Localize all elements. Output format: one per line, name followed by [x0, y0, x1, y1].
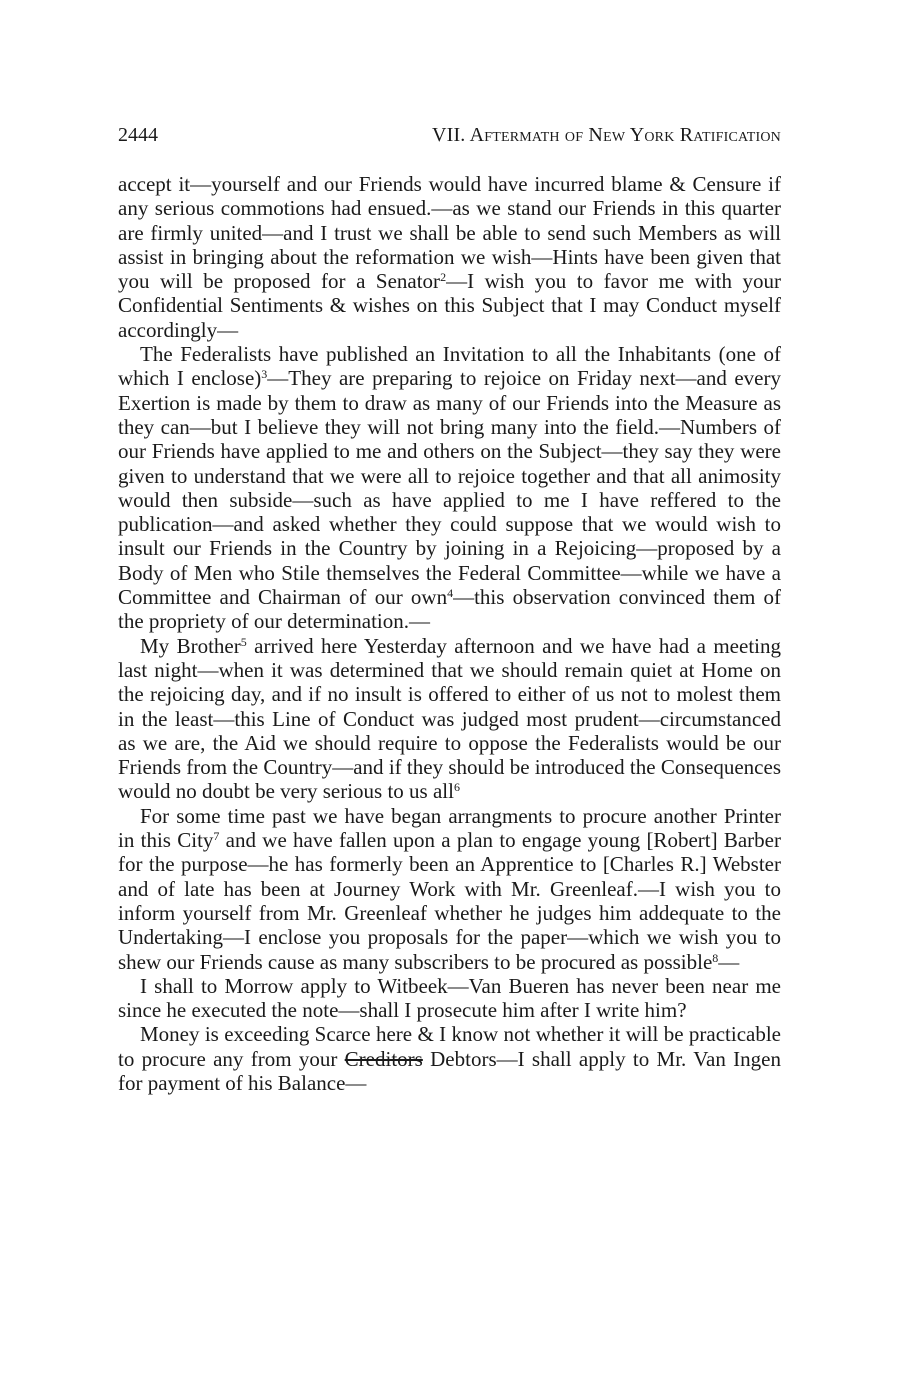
text-run: For some time past we have began arrangments to procure another Printer in this City: [118, 803, 781, 853]
page-header: [118, 122, 781, 148]
running-title: VII. Aftermath of New York Ratification: [431, 124, 781, 146]
paragraph: [118, 634, 781, 804]
text-run: I shall to Morrow apply to Witbeek—Van Bueren has never been near me since he executed the note—shall I prosecute him after I write him?: [118, 973, 781, 1023]
text-run: —this observation convinced them of the propriety of our determination.—: [118, 585, 781, 634]
footnote-marker: 4: [447, 586, 454, 601]
text-run: arrived here Yesterday afternoon and we have had a meeting last night—when it was determined that we should remain quiet at Home on the rejoicing day, and if no insult is offered to either of us not to molest them in the least—this Line of Conduct was judged most prudent—circumstanced as we are, the Aid we should require to oppose the Federalists would be our Friends from the Country—and if they should be introduced the Consequences would no doubt be very serious to us all: [118, 633, 781, 804]
text-run: —: [718, 949, 740, 974]
struck-word: Creditors: [344, 1046, 423, 1071]
text-run: The Federalists have published an Invitation to all the Inhabitants (one of which I enclose): [118, 342, 781, 391]
paragraph: [118, 804, 781, 974]
document-page: [118, 122, 781, 1095]
letter-body: [118, 172, 781, 1095]
text-run: —They are preparing to rejoice on Friday next—and every Exertion is made by them to draw as many of our Friends into the Measure as they can—but I believe they will not bring many into the field.—Numbers of our Friends have applied to me and others on the Subject—they say they were given to understand that we were all to rejoice together and that all animosity would then subside—such as have applied to me I have reffered to the publication—and asked whether they could suppose that we would wish to insult our Friends in the Country by joining in a Rejoicing—proposed by a Body of Men who Stile themselves the Federal Committee—while we have a Committee and Chairman of our own: [118, 366, 781, 610]
footnote-marker: 7: [213, 829, 220, 844]
text-run: —I wish you to favor me with your Confidential Sentiments & wishes on this Subject that I may Conduct myself accordingly—: [118, 269, 781, 342]
text-run: Money is exceeding Scarce here & I know not whether it will be practicable to procure any from your: [118, 1022, 781, 1071]
text-run: Debtors—I shall apply to Mr. Van Ingen for payment of his Balance—: [118, 1046, 781, 1095]
text-run: accept it—yourself and our Friends would have incurred blame & Censure if any serious commotions had ensued.—as we stand our Friends in this quarter are firmly united—and I trust we shall be able to send such Members as will assist in bringing about the reformation we wish—Hints have been given that you will be proposed for a Senator: [118, 172, 781, 294]
text-run: and we have fallen upon a plan to engage young [Robert] Barber for the purpose—he has formerly been an Apprentice to [Charles R.] Webster and of late has been at Journey Work with Mr. Greenleaf.—I wish you to inform yourself from Mr. Greenleaf whether he judges him addequate to the Undertaking—I enclose you proposals for the paper—which we wish you to shew our Friends cause as many subscribers to be procured as possible: [118, 828, 781, 974]
text-run: My Brother: [140, 633, 241, 658]
footnote-marker: 3: [261, 367, 268, 382]
footnote-marker: 8: [712, 950, 719, 965]
paragraph: [118, 974, 781, 1023]
paragraph: [118, 342, 781, 634]
page-number: 2444: [118, 124, 158, 146]
footnote-marker: 2: [440, 270, 447, 285]
footnote-marker: 5: [240, 634, 247, 649]
paragraph: [118, 1022, 781, 1095]
footnote-marker: 6: [453, 780, 460, 795]
paragraph: [118, 172, 781, 342]
